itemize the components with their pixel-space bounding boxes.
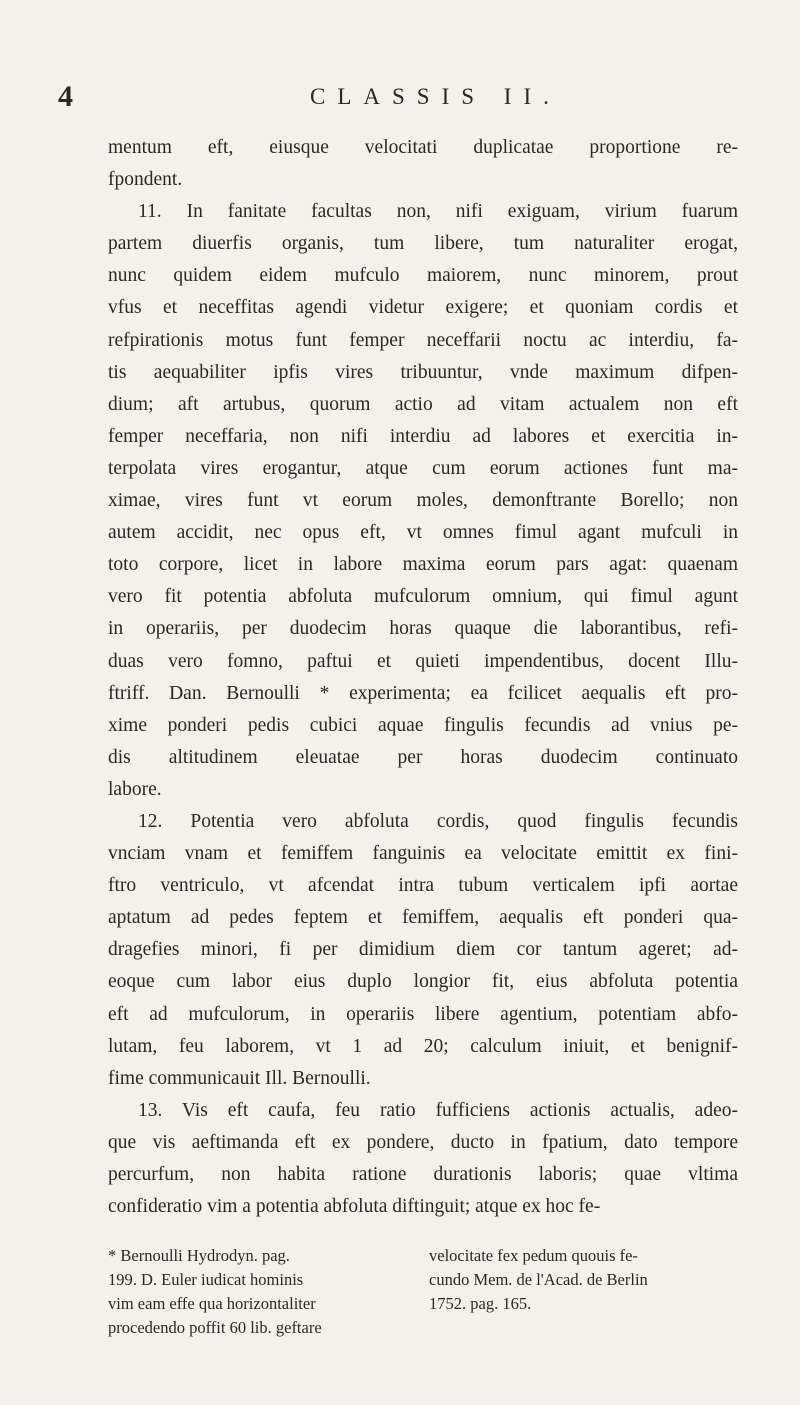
paragraph xyxy=(108,806,738,1095)
text-line: confideratio vim a potentia abfoluta diftinguit; atque ex hoc fe- xyxy=(108,1196,601,1218)
paragraph xyxy=(108,196,738,806)
text-line: lutam, feu laborem, vt 1 ad 20; calculum iniuit, et benignif- xyxy=(108,1035,738,1057)
text-line: nunc quidem eidem mufculo maiorem, nunc minorem, prout xyxy=(108,265,738,287)
footnote-left-column xyxy=(108,1244,423,1340)
text-line: fime communicauit Ill. Bernoulli. xyxy=(108,1067,371,1089)
text-line: terpolata vires erogantur, atque cum eorum actiones funt ma- xyxy=(108,457,738,479)
text-line: vnciam vnam et femiffem fanguinis ea velocitate emittit ex fini- xyxy=(108,843,738,865)
text-line: 11. In fanitate facultas non, nifi exiguam, virium fuarum xyxy=(138,201,738,223)
footnote-line: * Bernoulli Hydrodyn. pag. xyxy=(108,1246,290,1265)
page-number: 4 xyxy=(58,80,73,113)
text-line: duas vero fomno, paftui et quieti impendentibus, docent Illu- xyxy=(108,650,738,672)
text-line: dragefies minori, fi per dimidium diem cor tantum ageret; ad- xyxy=(108,939,738,961)
text-line: vfus et neceffitas agendi videtur exigere; et quoniam cordis et xyxy=(108,297,738,319)
text-line: xime ponderi pedis cubici aquae fingulis fecundis ad vnius pe- xyxy=(108,714,738,736)
text-line: fpondent. xyxy=(108,169,183,191)
text-line: eoque cum labor eius duplo longior fit, eius abfoluta potentia xyxy=(108,971,738,993)
text-line: ximae, vires funt vt eorum moles, demonftrante Borello; non xyxy=(108,490,738,512)
text-line: mentum eft, eiusque velocitati duplicatae proportione re- xyxy=(108,137,738,158)
footnote-right-column xyxy=(423,1244,738,1340)
text-line: 13. Vis eft caufa, feu ratio fufficiens actionis actualis, adeo- xyxy=(138,1099,738,1121)
paragraph xyxy=(108,132,738,196)
body-text xyxy=(108,132,738,1223)
text-line: toto corpore, licet in labore maxima eorum pars agat: quaenam xyxy=(108,554,738,576)
paragraph xyxy=(108,1095,738,1223)
text-line: ftro ventriculo, vt afcendat intra tubum verticalem ipfi aortae xyxy=(108,875,738,897)
text-line: partem diuerfis organis, tum libere, tum naturaliter erogat, xyxy=(108,233,738,255)
footnote-line: velocitate fex pedum quouis fe- xyxy=(429,1246,638,1265)
text-line: in operariis, per duodecim horas quaque die laborantibus, refi- xyxy=(108,618,738,640)
text-line: percurfum, non habita ratione durationis laboris; quae vltima xyxy=(108,1164,738,1185)
text-line: 12. Potentia vero abfoluta cordis, quod fingulis fecundis xyxy=(138,810,738,832)
footnote xyxy=(108,1244,738,1340)
text-line: labore. xyxy=(108,778,162,800)
text-line: vero fit potentia abfoluta mufculorum omnium, qui fimul agunt xyxy=(108,586,738,608)
text-line: refpirationis motus funt femper neceffarii noctu ac interdiu, fa- xyxy=(108,329,738,351)
footnote-line: 199. D. Euler iudicat hominis xyxy=(108,1270,304,1289)
page-header xyxy=(0,80,800,120)
footnote-line: 1752. pag. 165. xyxy=(429,1294,532,1313)
text-line: eft ad mufculorum, in operariis libere agentium, potentiam abfo- xyxy=(108,1003,738,1025)
footnote-line: vim eam effe qua horizontaliter xyxy=(108,1294,316,1313)
text-line: tis aequabiliter ipfis vires tribuuntur, vnde maximum difpen- xyxy=(108,361,738,383)
text-line: dis altitudinem eleuatae per horas duodecim continuato xyxy=(108,746,738,768)
text-line: femper neceffaria, non nifi interdiu ad labores et exercitia in- xyxy=(108,425,738,447)
footnote-line: procedendo poffit 60 lib. geftare xyxy=(108,1318,322,1337)
text-line: ftriff. Dan. Bernoulli * experimenta; ea fcilicet aequalis eft pro- xyxy=(108,682,738,704)
footnote-line: cundo Mem. de l'Acad. de Berlin xyxy=(429,1270,648,1289)
running-title: CLASSIS II. xyxy=(310,84,561,109)
text-line: autem accidit, nec opus eft, vt omnes fimul agant mufculi in xyxy=(108,522,738,544)
text-line: que vis aeftimanda eft ex pondere, ducto in fpatium, dato tempore xyxy=(108,1131,738,1153)
text-line: aptatum ad pedes feptem et femiffem, aequalis eft ponderi qua- xyxy=(108,907,738,929)
text-line: dium; aft artubus, quorum actio ad vitam actualem non eft xyxy=(108,393,738,415)
